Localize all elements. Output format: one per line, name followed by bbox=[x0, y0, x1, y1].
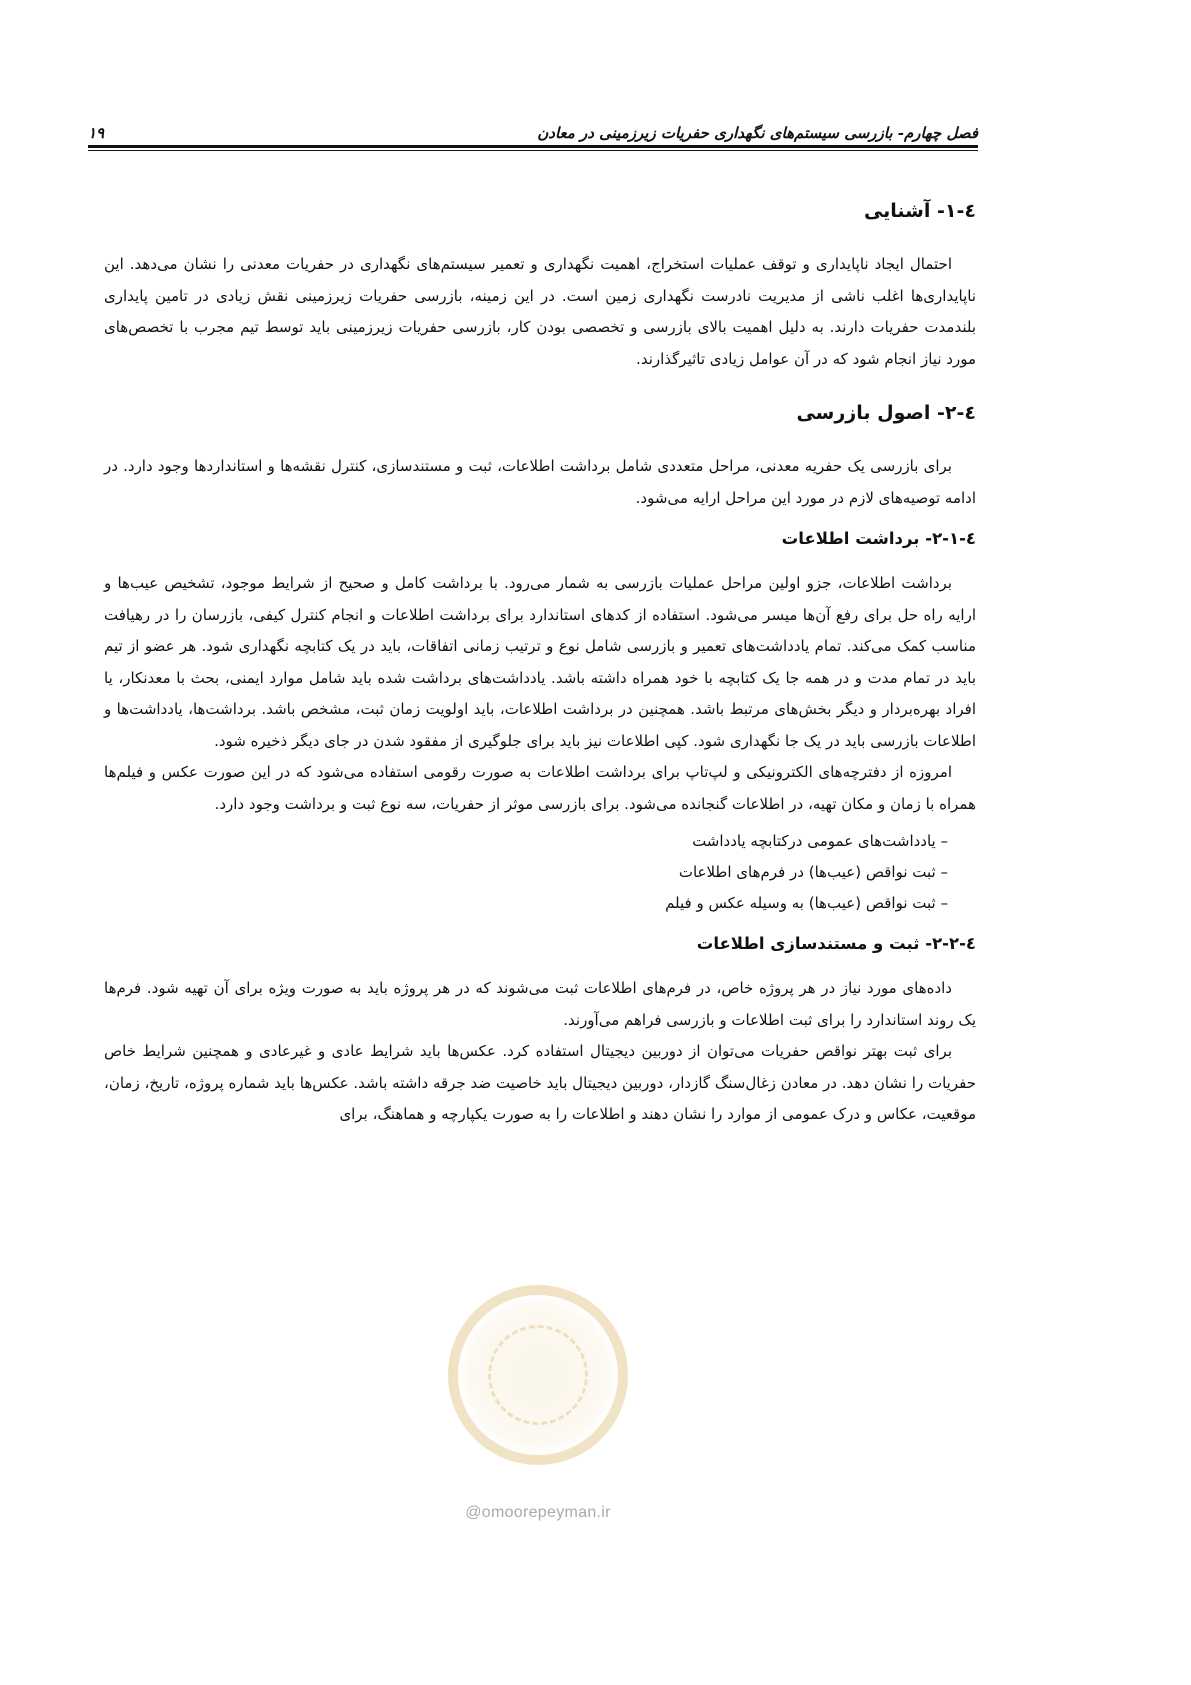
section-heading-4-2-2: ٤-۲-۲- ثبت و مستندسازی اطلاعات bbox=[696, 934, 976, 953]
paragraph: برای بازرسی یک حفریه معدنی، مراحل متعددی شامل برداشت اطلاعات، ثبت و مستندسازی، کنترل نقشه‌ها و استانداردها وجود دارد. در ادامه توصیه‌های لازم در مورد این مراحل ارایه می‌شود. bbox=[104, 457, 976, 507]
section-heading-4-2: ٤-۲- اصول بازرسی bbox=[796, 402, 976, 424]
watermark-url: @omoorepeyman.ir bbox=[465, 1504, 611, 1521]
watermark-seal-icon bbox=[448, 1285, 628, 1465]
paragraph: احتمال ایجاد ناپایداری و توقف عملیات استخراج، اهمیت نگهداری و تعمیر سیستم‌های نگهداری در حفریات معدنی را نشان می‌دهد. این ناپایداری‌ها اغلب ناشی از مدیریت نادرست نگهداری زمین است. در این زمینه، بازرسی حفریات زیرزمینی نقش زیادی در تامین پایداری بلندمدت حفریات دارند. به دلیل اهمیت بالای بازرسی و تخصصی بودن کار، بازرسی حفریات زیرزمینی باید توسط تیم مجرب با تخصص‌های مورد نیاز انجام شود که در آن عوامل زیادی تاثیرگذارند. bbox=[104, 255, 976, 368]
list-item: – یادداشت‌های عمومی درکتابچه یادداشت bbox=[104, 826, 948, 857]
list-item: – ثبت نواقص (عیب‌ها) در فرم‌های اطلاعات bbox=[104, 857, 948, 888]
paragraph: داده‌های مورد نیاز در هر پروژه خاص، در فرم‌های اطلاعات ثبت می‌شوند که در هر پروژه باید به صورت ویژه برای آن تهیه شود. فرم‌ها یک روند استاندارد را برای ثبت اطلاعات و بازرسی فراهم می‌آورند. bbox=[104, 979, 976, 1029]
section-heading-4-2-1: ٤-۲-۱- برداشت اطلاعات bbox=[781, 529, 976, 548]
paragraph: برداشت اطلاعات، جزو اولین مراحل عملیات بازرسی به شمار می‌رود. با برداشت کامل و صحیح از شرایط موجود، تشخیص عیب‌ها و ارایه راه حل برای رفع آن‌ها میسر می‌شود. استفاده از کدهای استاندارد برای برداشت اطلاعات و انجام کنترل کیفی، بازرسان را در رهیافت مناسب کمک می‌کند. تمام یادداشت‌های تعمیر و بازرسی شامل نوع و ترتیب زمانی اتفاقات، باید در یک کتابچه نگهداری شود. هر عضو از تیم باید در تمام مدت و در همه جا یک کتابچه با خود همراه داشته باشد. یادداشت‌های برداشت شده باید شامل موارد ایمنی، بحث با معدنکار، یا افراد بهره‌بردار و دیگر بخش‌های مرتبط باشد. همچنین در برداشت اطلاعات، باید اولویت زمان ثبت، مشخص باشد. برداشت‌ها، یادداشت‌ها و اطلاعات بازرسی باید در یک جا نگهداری شود. کپی اطلاعات نیز باید برای جلوگیری از مفقود شدن در جای دیگر ذخیره شود. bbox=[104, 574, 976, 750]
paragraph: برای ثبت بهتر نواقص حفریات می‌توان از دوربین دیجیتال استفاده کرد. عکس‌ها باید شرایط عادی و غیرعادی و همچنین شرایط خاص حفریات را نشان دهد. در معادن زغال‌سنگ گازدار، دوربین دیجیتال باید خاصیت ضد جرقه داشته باشد. عکس‌ها باید شماره پروژه، تاریخ، زمان، موقعیت، عکاس و درک عمومی از موارد را نشان دهند و اطلاعات را به صورت یکپارچه و هماهنگ، برای bbox=[104, 1042, 976, 1123]
list-item: – ثبت نواقص (عیب‌ها) به وسیله عکس و فیلم bbox=[104, 888, 948, 919]
page-number: ۱۹ bbox=[88, 124, 105, 142]
header-rule-thick bbox=[88, 145, 978, 148]
paragraph: امروزه از دفترچه‌های الکترونیکی و لپ‌تاپ برای برداشت اطلاعات به صورت رقومی استفاده می‌شود که در این صورت عکس و فیلم‌ها همراه با زمان و مکان تهیه، در اطلاعات گنجانده می‌شود. برای بازرسی موثر از حفریات، سه نوع ثبت و برداشت وجود دارد. bbox=[104, 763, 976, 813]
record-types-list bbox=[104, 826, 976, 919]
header-rule-thin bbox=[88, 150, 978, 151]
page-body bbox=[104, 195, 976, 1131]
running-header bbox=[88, 118, 978, 142]
section-heading-4-1: ٤-۱- آشنایی bbox=[863, 200, 976, 222]
watermark-gear-icon bbox=[488, 1325, 588, 1425]
chapter-title: فصل چهارم- بازرسی سیستم‌های نگهداری حفریات زیرزمینی در معادن bbox=[537, 124, 978, 142]
